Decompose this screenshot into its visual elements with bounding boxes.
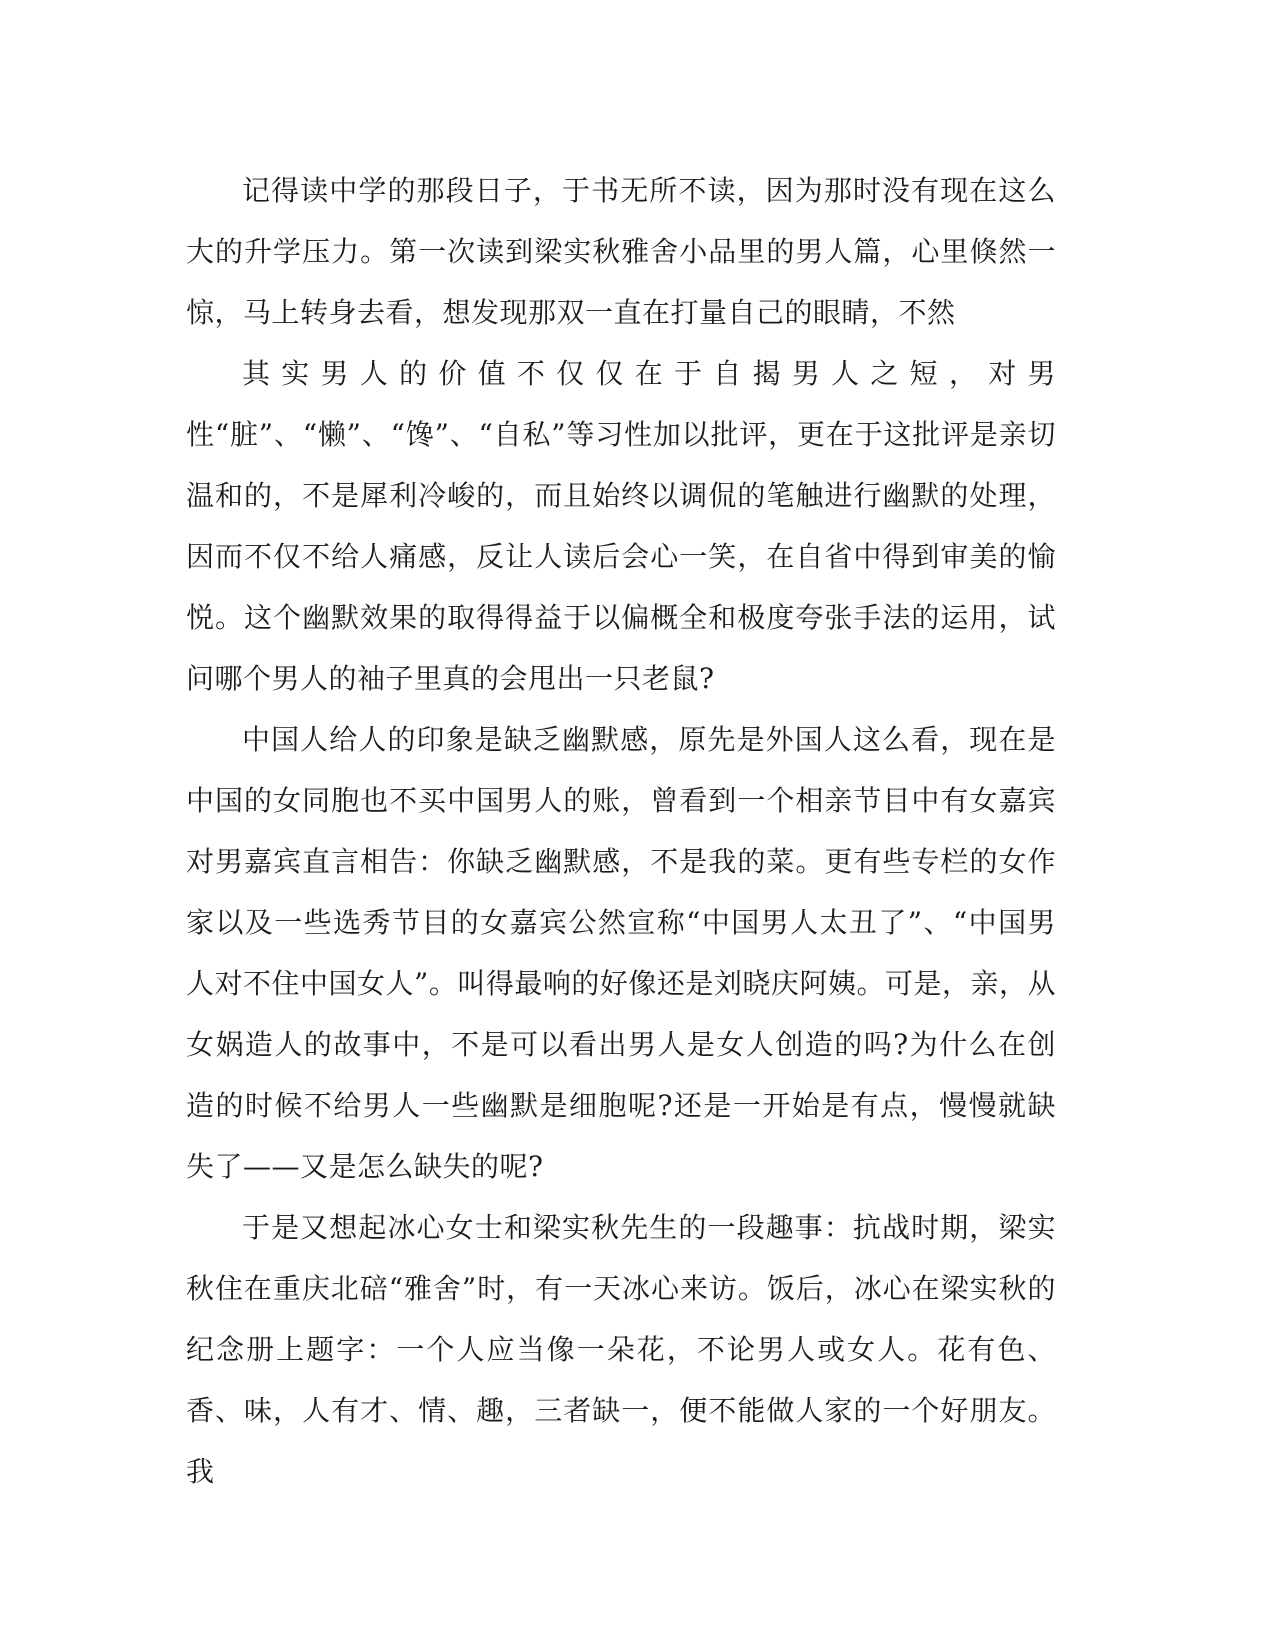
paragraph-2: 其实男人的价值不仅仅在于自揭男人之短，对男性“脏”、“懒”、“馋”、“自私”等习性加以批评，更在于这批评是亲切温和的，不是犀利冷峻的，而且始终以调侃的笔触进行幽默的处理，因而不仅不给人痛感，反让人读后会心一笑，在自省中得到审美的愉悦。这个幽默效果的取得得益于以偏概全和极度夸张手法的运用，试问哪个男人的袖子里真的会甩出一只老鼠? bbox=[186, 357, 1056, 695]
body-text bbox=[186, 160, 1056, 1502]
paragraph-3: 中国人给人的印象是缺乏幽默感，原先是外国人这么看，现在是中国的女同胞也不买中国男人的账，曾看到一个相亲节目中有女嘉宾对男嘉宾直言相告：你缺乏幽默感，不是我的菜。更有些专栏的女作家以及一些选秀节目的女嘉宾公然宣称“中国男人太丑了”、“中国男人对不住中国女人”。叫得最响的好像还是刘晓庆阿姨。可是，亲，从女娲造人的故事中，不是可以看出男人是女人创造的吗?为什么在创造的时候不给男人一些幽默是细胞呢?还是一开始是有点，慢慢就缺失了——又是怎么缺失的呢? bbox=[186, 723, 1056, 1183]
paragraph-1: 记得读中学的那段日子，于书无所不读，因为那时没有现在这么大的升学压力。第一次读到梁实秋雅舍小品里的男人篇，心里倏然一惊，马上转身去看，想发现那双一直在打量自己的眼睛，不然 bbox=[186, 174, 1056, 329]
paragraph-4: 于是又想起冰心女士和梁实秋先生的一段趣事：抗战时期，梁实秋住在重庆北碚“雅舍”时，有一天冰心来访。饭后，冰心在梁实秋的纪念册上题字：一个人应当像一朵花，不论男人或女人。花有色、香、味，人有才、情、趣，三者缺一，便不能做人家的一个好朋友。我 bbox=[186, 1211, 1056, 1488]
